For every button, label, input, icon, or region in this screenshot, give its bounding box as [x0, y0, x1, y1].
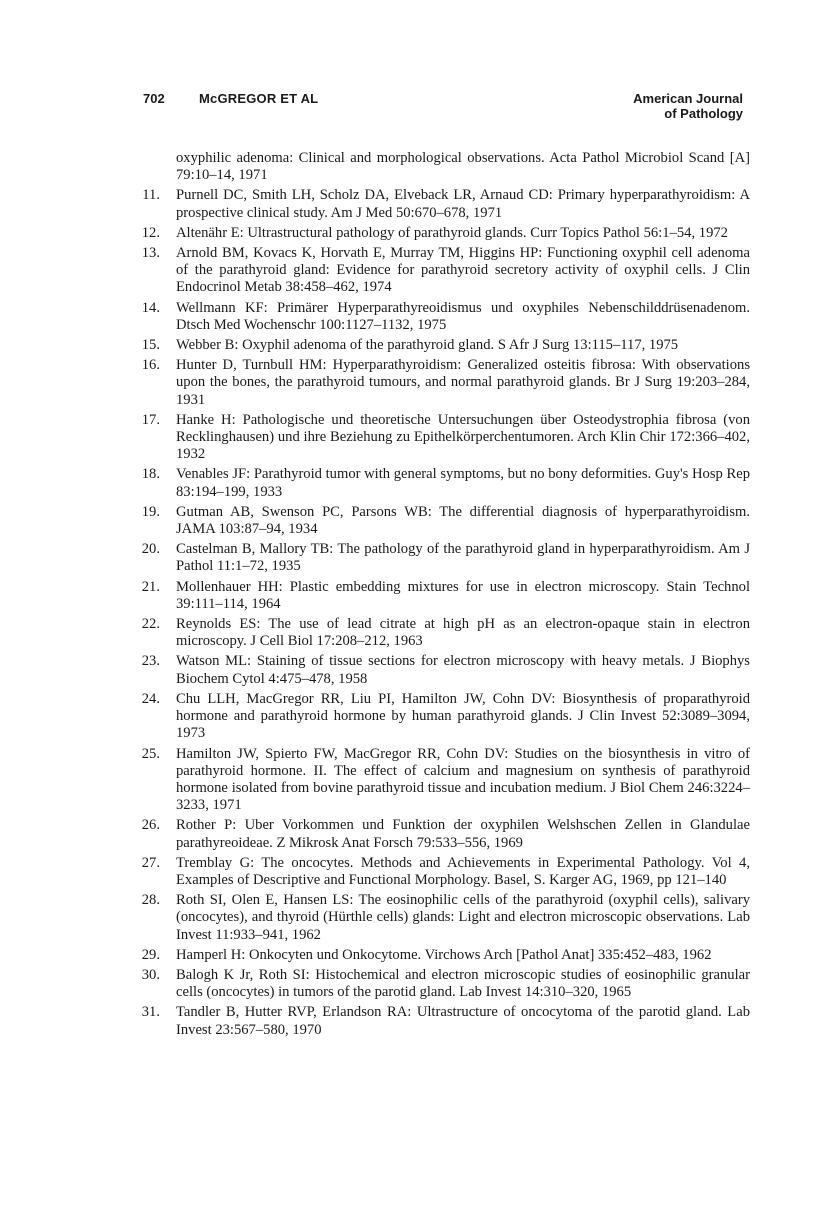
reference-text: Arnold BM, Kovacs K, Horvath E, Murray TM, Higgins HP: Functioning oxyphil cell adenoma of the parathyroid gland: Evidence for parathyroid secretory activity of oxyphil cells. J Clin Endocrinol Metab 38:458–462, 1974	[176, 245, 750, 296]
reference-item	[138, 817, 750, 851]
reference-number: 21.	[141, 578, 160, 595]
reference-text: Tandler B, Hutter RVP, Erlandson RA: Ultrastructure of oncocytoma of the parotid gland. Lab Invest 23:567–580, 1970	[176, 1004, 750, 1038]
reference-item	[138, 616, 750, 650]
reference-text: Wellmann KF: Primärer Hyperparathyreoidismus und oxyphiles Nebenschilddrüsenadenom. Dtsch Med Wochenschr 100:1127–1132, 1975	[176, 299, 750, 333]
reference-number: 28.	[141, 892, 160, 909]
reference-text: Gutman AB, Swenson PC, Parsons WB: The differential diagnosis of hyperparathyroidism. JAMA 103:87–94, 1934	[176, 503, 750, 538]
reference-text: Venables JF: Parathyroid tumor with general symptoms, but no bony deformities. Guy's Hosp Rep 83:194–199, 1933	[176, 466, 750, 500]
journal-name-line-1: American Journal	[633, 91, 743, 106]
reference-text: Purnell DC, Smith LH, Scholz DA, Elveback LR, Arnaud CD: Primary hyperparathyroidism: A prospective clinical study. Am J Med 50:670–678, 1971	[176, 187, 750, 221]
reference-text: Rother P: Uber Vorkommen und Funktion der oxyphilen Welshschen Zellen in Glandulae parathyreoideae. Z Mikrosk Anat Forsch 79:533–556, 1969	[176, 817, 750, 851]
reference-text: oxyphilic adenoma: Clinical and morphological observations. Acta Pathol Microbiol Scand [A] 79:10–14, 1971	[176, 150, 750, 184]
reference-number: 24.	[141, 690, 160, 707]
reference-number: 18.	[141, 466, 160, 483]
reference-text: Castelman B, Mallory TB: The pathology of the parathyroid gland in hyperparathyroidism. Am J Pathol 11:1–72, 1935	[176, 541, 750, 575]
reference-list	[138, 150, 750, 1042]
reference-item	[138, 653, 750, 687]
reference-number: 30.	[141, 966, 160, 983]
journal-name	[633, 91, 743, 121]
reference-item	[138, 967, 750, 1001]
running-header	[143, 91, 743, 125]
reference-item	[138, 579, 750, 613]
reference-text: Balogh K Jr, Roth SI: Histochemical and electron microscopic studies of eosinophilic granular cells (oncocytes) in tumors of the parotid gland. Lab Invest 14:310–320, 1965	[176, 966, 750, 1001]
page-number: 702	[143, 91, 165, 106]
reference-text: Hanke H: Pathologische und theoretische Untersuchungen über Osteodystrophia fibrosa (von Recklinghausen) und ihre Beziehung zu Epithelkörperchentumoren. Arch Klin Chir 172:366–402, 1932	[176, 411, 750, 463]
reference-item	[138, 892, 750, 944]
reference-number: 31.	[141, 1004, 160, 1021]
reference-number: 17.	[141, 411, 160, 428]
reference-item	[138, 691, 750, 743]
reference-text: Reynolds ES: The use of lead citrate at high pH as an electron-opaque stain in electron microscopy. J Cell Biol 17:208–212, 1963	[176, 616, 750, 650]
reference-text: Tremblay G: The oncocytes. Methods and Achievements in Experimental Pathology. Vol 4, Examples of Descriptive and Functional Morphology. Basel, S. Karger AG, 1969, pp 121–140	[176, 854, 750, 888]
reference-item	[138, 746, 750, 815]
reference-text: Altenähr E: Ultrastructural pathology of parathyroid glands. Curr Topics Pathol 56:1–54, 1972	[176, 224, 728, 241]
reference-number: 14.	[141, 299, 160, 316]
reference-number: 29.	[141, 946, 160, 963]
reference-item	[138, 541, 750, 575]
reference-number: 13.	[141, 245, 160, 262]
reference-item	[138, 947, 750, 964]
journal-name-line-2: of Pathology	[664, 106, 743, 121]
reference-item	[138, 412, 750, 464]
reference-item	[138, 1004, 750, 1038]
reference-number: 20.	[141, 541, 160, 558]
reference-number: 27.	[141, 854, 160, 871]
reference-item	[138, 855, 750, 889]
reference-text: Watson ML: Staining of tissue sections for electron microscopy with heavy metals. J Biophys Biochem Cytol 4:475–478, 1958	[176, 653, 750, 687]
reference-item	[138, 466, 750, 500]
reference-number: 23.	[141, 653, 160, 670]
reference-text: Webber B: Oxyphil adenoma of the parathyroid gland. S Afr J Surg 13:115–117, 1975	[176, 337, 679, 354]
reference-text: Hamperl H: Onkocyten und Onkocytome. Virchows Arch [Pathol Anat] 335:452–483, 1962	[176, 946, 712, 963]
reference-text: Mollenhauer HH: Plastic embedding mixtures for use in electron microscopy. Stain Technol 39:111–114, 1964	[176, 578, 750, 612]
reference-text: Roth SI, Olen E, Hansen LS: The eosinophilic cells of the parathyroid (oxyphil cells), salivary (oncocytes), and thyroid (Hürthle cells) glands: Light and electron microscopic observations. Lab Invest 11:933–941, 1962	[176, 892, 750, 943]
reference-item	[138, 504, 750, 538]
reference-number: 15.	[141, 337, 160, 354]
reference-number: 12.	[141, 224, 160, 241]
reference-item	[138, 337, 750, 354]
reference-text: Hamilton JW, Spierto FW, MacGregor RR, Cohn DV: Studies on the biosynthesis in vitro of parathyroid hormone. II. The effect of calcium and magnesium on synthesis of parathyroid hormone isolated from bovine parathyroid tissue and incubation medium. J Biol Chem 246:3224–3233, 1971	[176, 745, 750, 814]
reference-text: Hunter D, Turnbull HM: Hyperparathyroidism: Generalized osteitis fibrosa: With observations upon the bones, the parathyroid tumours, and normal parathyroid glands. Br J Surg 19:203–284, 1931	[176, 357, 750, 408]
reference-item	[138, 300, 750, 334]
reference-number: 22.	[141, 616, 160, 633]
running-author: McGREGOR ET AL	[199, 91, 319, 106]
reference-item	[138, 357, 750, 409]
reference-number: 25.	[141, 745, 160, 762]
reference-item	[138, 150, 750, 184]
reference-number: 19.	[141, 503, 160, 520]
reference-item	[138, 245, 750, 297]
reference-number: 26.	[141, 817, 160, 834]
reference-number: 11.	[142, 187, 160, 204]
reference-item	[138, 187, 750, 221]
reference-number: 16.	[141, 357, 160, 374]
reference-item	[138, 225, 750, 242]
reference-text: Chu LLH, MacGregor RR, Liu PI, Hamilton JW, Cohn DV: Biosynthesis of proparathyroid hormone and parathyroid hormone by human parathyroid glands. J Clin Invest 52:3089–3094, 1973	[176, 690, 750, 742]
